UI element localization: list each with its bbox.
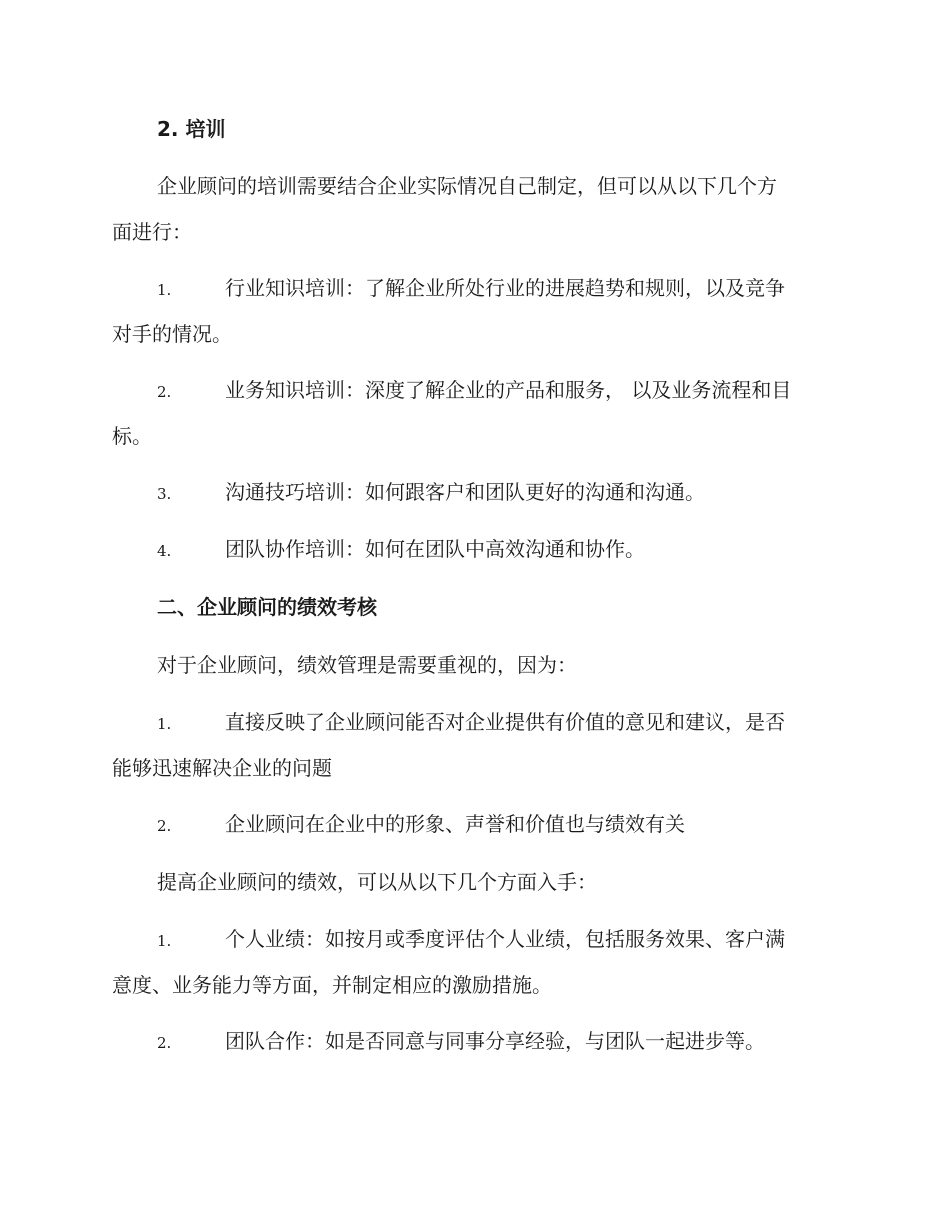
training-intro-line-2: 面进行：	[112, 220, 192, 244]
training-intro-line-1: 企业顾问的培训需要结合企业实际情况自己制定，但可以从以下几个方	[157, 174, 777, 198]
reason-1-line-1: 直接反映了企业顾问能否对企业提供有价值的意见和建议，是否	[225, 710, 785, 734]
reason-2-line-1: 企业顾问在企业中的形象、声誉和价值也与绩效有关	[225, 812, 685, 836]
training-item-1-number: 1.	[157, 281, 172, 299]
improvement-1-number: 1.	[157, 932, 172, 950]
training-item-2-number: 2.	[157, 383, 172, 401]
improvement-1-line-2: 意度、业务能力等方面，并制定相应的激励措施。	[112, 973, 552, 997]
improvement-2-line-1: 团队合作：如是否同意与同事分享经验，与团队一起进步等。	[225, 1029, 765, 1053]
training-item-4-number: 4.	[157, 542, 172, 560]
reason-1-line-2: 能够迅速解决企业的问题	[112, 756, 332, 780]
performance-intro: 对于企业顾问，绩效管理是需要重视的，因为：	[157, 653, 577, 677]
training-item-3-number: 3.	[157, 485, 172, 503]
section-heading-training: 2. 培训	[157, 117, 226, 141]
improve-intro: 提高企业顾问的绩效，可以从以下几个方面入手：	[157, 870, 597, 894]
training-item-3-line-1: 沟通技巧培训：如何跟客户和团队更好的沟通和沟通。	[225, 480, 705, 504]
training-item-4-line-1: 团队协作培训：如何在团队中高效沟通和协作。	[225, 537, 645, 561]
training-item-1-line-1: 行业知识培训：了解企业所处行业的进展趋势和规则，以及竞争	[225, 276, 785, 300]
training-item-2-line-2: 标。	[112, 424, 152, 448]
training-item-2-line-1: 业务知识培训：深度了解企业的产品和服务， 以及业务流程和目	[225, 378, 792, 402]
reason-2-number: 2.	[157, 817, 172, 835]
section-heading-performance: 二、企业顾问的绩效考核	[157, 595, 377, 619]
improvement-2-number: 2.	[157, 1034, 172, 1052]
reason-1-number: 1.	[157, 715, 172, 733]
training-item-1-line-2: 对手的情况。	[112, 322, 232, 346]
improvement-1-line-1: 个人业绩：如按月或季度评估个人业绩，包括服务效果、客户满	[225, 927, 785, 951]
